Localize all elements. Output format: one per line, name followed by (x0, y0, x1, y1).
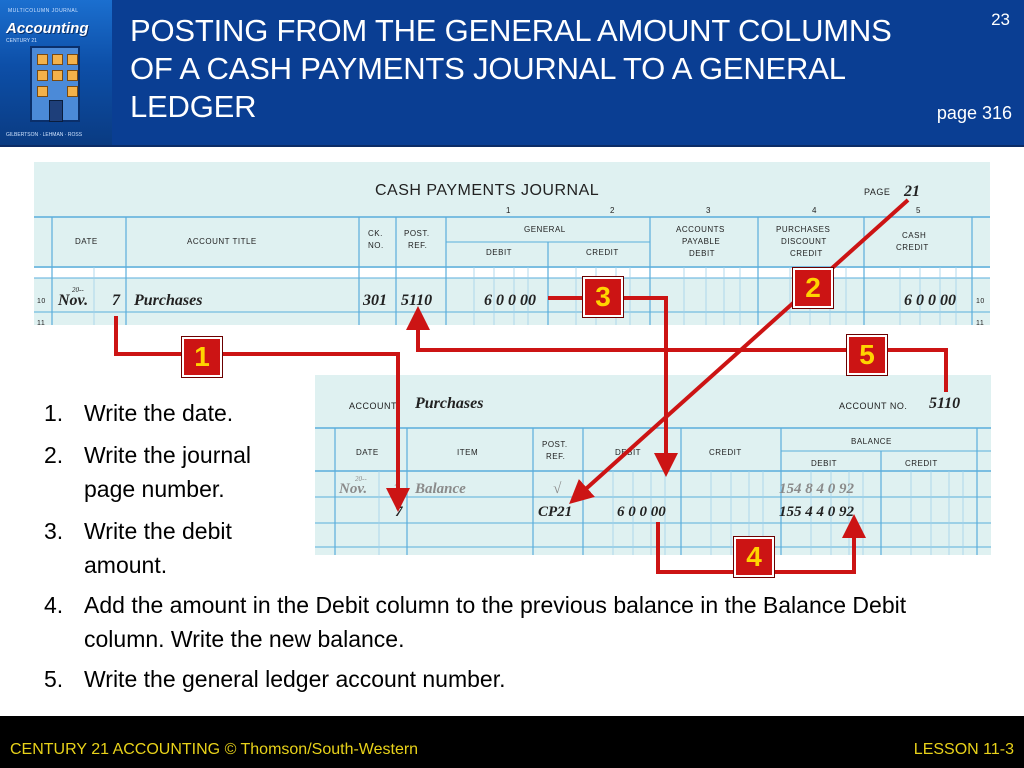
header-cash: CREDIT (896, 243, 929, 252)
ledger-row-day: 1 (393, 481, 401, 497)
ledger-header-balance: BALANCE (851, 437, 892, 446)
slide-number: 23 (991, 10, 1010, 29)
step-text: Write the journal page number. (84, 442, 252, 502)
line-number: 10 (976, 298, 985, 305)
header-general-credit: CREDIT (586, 248, 619, 257)
step-text: Write the date. (84, 400, 234, 426)
step-number: 3. (44, 518, 64, 544)
line-number: 10 (37, 298, 46, 305)
ledger-row-debit: 6 0 0 00 (617, 504, 666, 520)
header-cash: CASH (902, 231, 927, 240)
ledger-row-item: Balance (415, 481, 466, 497)
line-number: 11 (976, 320, 985, 325)
ledger-header-balance-debit: DEBIT (811, 459, 838, 468)
column-number: 2 (610, 206, 615, 215)
cover-title: Accounting (6, 20, 89, 37)
callout-5: 5 (847, 335, 887, 375)
ledger-row-balance-debit: 155 4 4 0 92 (779, 504, 854, 520)
entry-day: 7 (112, 292, 120, 309)
header-pd: CREDIT (790, 249, 823, 258)
header-no: NO. (368, 241, 384, 250)
page-reference: page 316 (936, 103, 1012, 123)
entry-general-debit: 6 0 0 00 (484, 292, 536, 309)
header-post: POST. (404, 229, 430, 238)
step-text: Write the general ledger account number. (84, 666, 506, 692)
header-pd: DISCOUNT (781, 237, 827, 246)
ledger-header-post: POST. (542, 440, 568, 449)
callout-3: 3 (583, 277, 623, 317)
journal-page-number: 21 (904, 183, 920, 200)
header-ap: PAYABLE (682, 237, 721, 246)
step-number: 4. (44, 592, 64, 618)
cover-small-text: MULTICOLUMN JOURNAL (8, 8, 79, 14)
ledger-row-post-ref: √ (553, 481, 562, 497)
column-number: 1 (506, 206, 511, 215)
header-general-debit: DEBIT (486, 248, 513, 257)
header-ap: ACCOUNTS (676, 225, 725, 234)
step-number: 5. (44, 666, 64, 692)
ledger-row-day: 7 (395, 504, 403, 520)
ledger-row-post-ref: CP21 (538, 504, 573, 520)
ledger-account-no-label: ACCOUNT NO. (839, 401, 908, 411)
ledger-header-credit: CREDIT (709, 448, 742, 457)
arrow-step-1 (116, 316, 398, 500)
header-general: GENERAL (524, 225, 566, 234)
ledger-header-balance-credit: CREDIT (905, 459, 938, 468)
ledger-row-year: 20-- (355, 475, 367, 483)
header-date: DATE (75, 237, 98, 246)
arrow-step-3 (548, 298, 666, 465)
header-account-title: ACCOUNT TITLE (187, 237, 257, 246)
ledger-header-item: ITEM (457, 448, 479, 457)
callout-4: 4 (734, 537, 774, 577)
line-number: 11 (37, 320, 46, 325)
header-ref: REF. (408, 241, 428, 250)
entry-month: Nov. (58, 292, 89, 309)
ledger-account-name: Purchases (415, 395, 484, 412)
ledger-header-date: DATE (356, 448, 379, 457)
ledger-header-ref: REF. (546, 452, 566, 461)
entry-cash-credit: 6 0 0 00 (904, 292, 956, 309)
entry-year: 20-- (72, 286, 84, 294)
footer-course-credit: CENTURY 21 ACCOUNTING © Thomson/South-Western (10, 741, 419, 758)
ledger-account-label: ACCOUNT (349, 401, 397, 411)
column-number: 5 (916, 206, 921, 215)
slide-title: POSTING FROM THE GENERAL AMOUNT COLUMNS OF A CASH PAYMENTS JOURNAL TO A GENERAL LEDGER (130, 13, 892, 124)
callout-1: 1 (182, 337, 222, 377)
entry-post-ref: 5110 (401, 292, 433, 309)
header-ck: CK. (368, 229, 383, 238)
header-pd: PURCHASES (776, 225, 831, 234)
callout-2: 2 (793, 268, 833, 308)
step-text: Add the amount in the Debit column to the previous balance in the Balance Debit column. Write the new balance. (84, 592, 907, 652)
journal-page-label: PAGE (864, 187, 891, 197)
journal-title: CASH PAYMENTS JOURNAL (375, 182, 600, 199)
ledger-header-debit: DEBIT (615, 448, 642, 457)
header-ap: DEBIT (689, 249, 716, 258)
ledger-row-month: Nov. (339, 481, 368, 497)
entry-check-number: 301 (363, 292, 387, 309)
column-number: 3 (706, 206, 711, 215)
entry-account-title: Purchases (134, 292, 203, 309)
slide-footer (0, 716, 1024, 768)
step-text: Write the debit amount. (84, 518, 232, 578)
ledger-row-balance-debit: 154 8 4 0 92 (779, 481, 854, 497)
cover-authors: GILBERTSON · LEHMAN · ROSS (6, 132, 83, 138)
column-number: 4 (812, 206, 817, 215)
footer-lesson-number: LESSON 11-3 (913, 741, 1014, 758)
step-number: 2. (44, 442, 64, 468)
cover-subtitle: CENTURY 21 (6, 38, 37, 44)
ledger-account-number: 5110 (929, 395, 961, 412)
step-number: 1. (44, 400, 64, 426)
